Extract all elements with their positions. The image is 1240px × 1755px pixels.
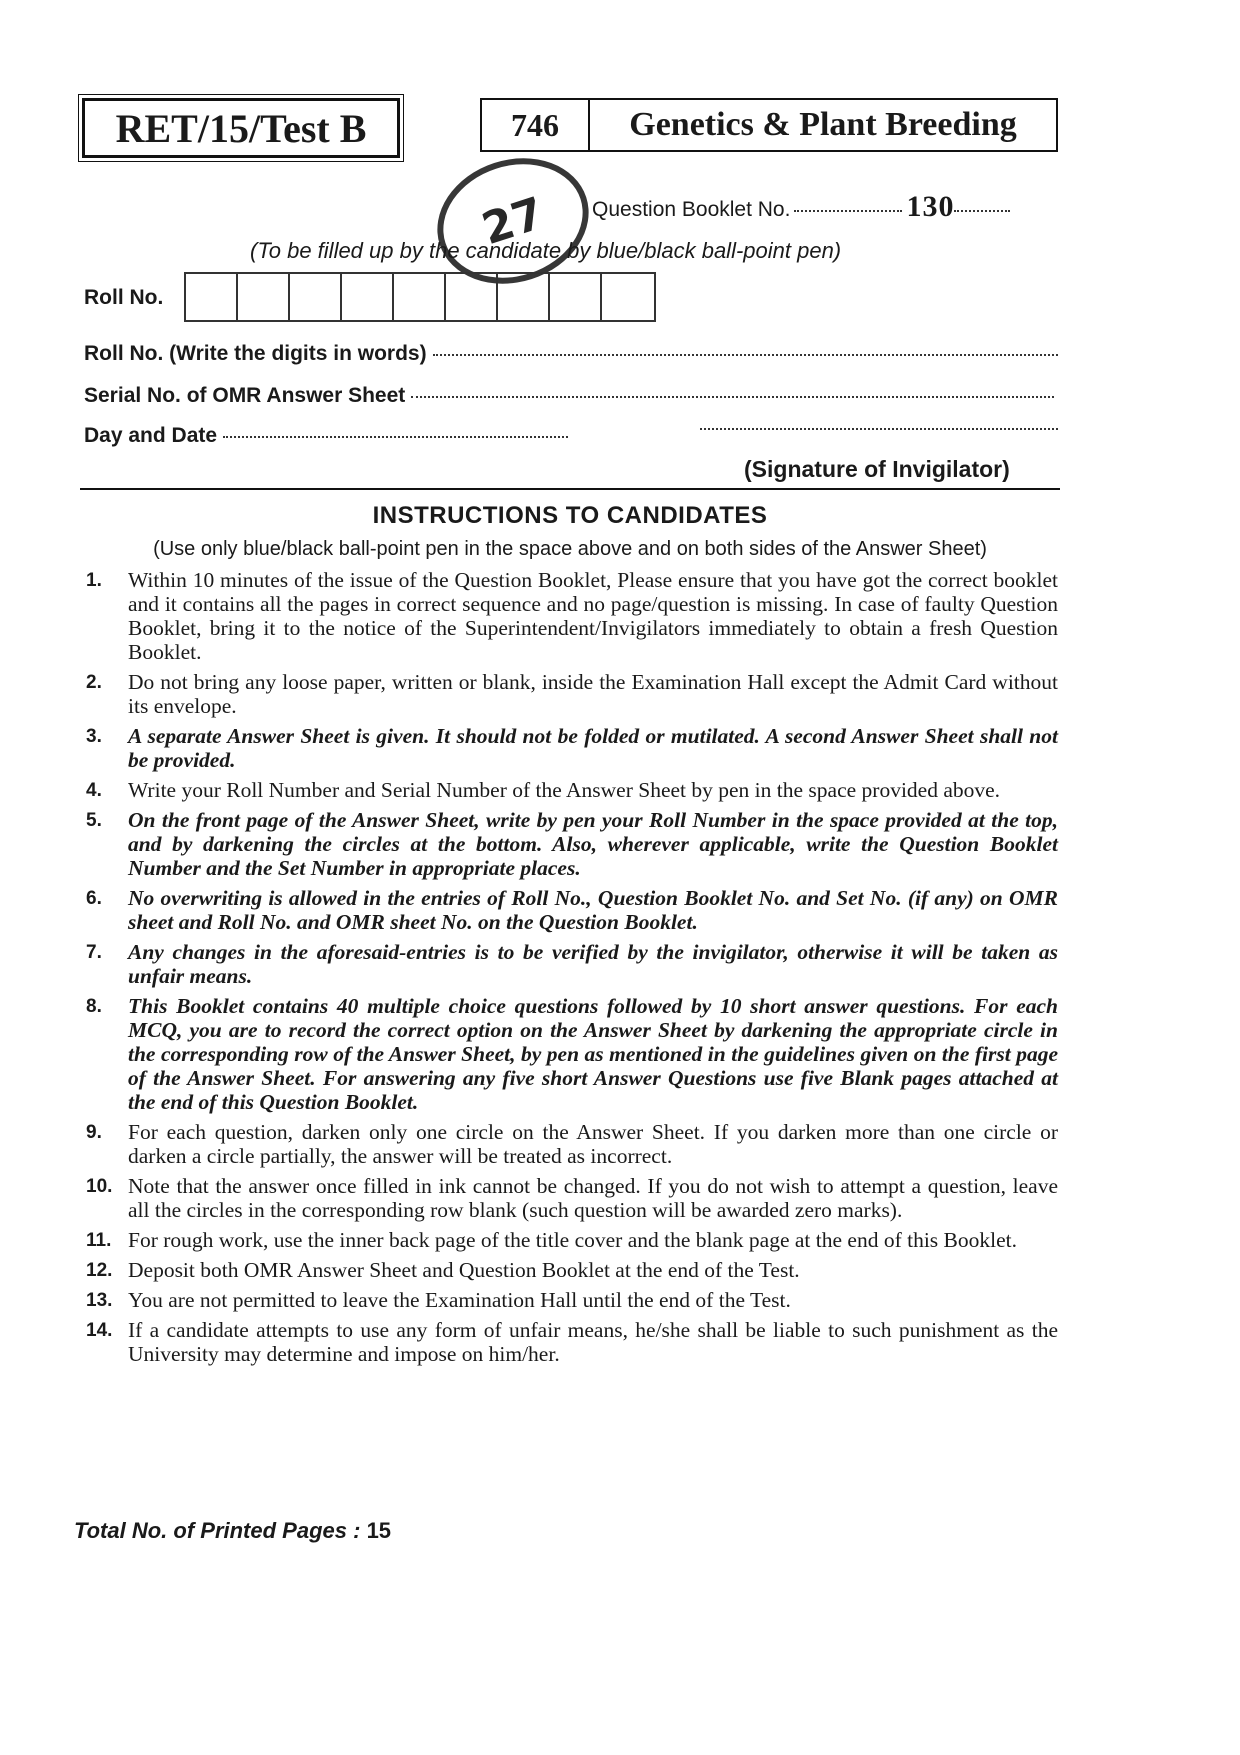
omr-serial-blank[interactable] bbox=[411, 396, 1054, 398]
list-item bbox=[86, 568, 1058, 664]
item-text: If a candidate attempts to use any form of unfair means, he/she shall be liable to such punishment as the University may determine and impose on him/her. bbox=[128, 1318, 1058, 1366]
item-text: For each question, darken only one circle on the Answer Sheet. If you darken more than one circle or darken a circle partially, the answer will be treated as incorrect. bbox=[128, 1120, 1058, 1168]
omr-serial-label: Serial No. of OMR Answer Sheet bbox=[84, 384, 406, 407]
item-number: 11. bbox=[86, 1230, 112, 1251]
roll-digit-cell[interactable] bbox=[550, 274, 602, 320]
subject-code: 746 bbox=[482, 100, 590, 150]
item-text: Deposit both OMR Answer Sheet and Question Booklet at the end of the Test. bbox=[128, 1258, 800, 1282]
item-text: This Booklet contains 40 multiple choice questions followed by 10 short answer questions. For each MCQ, you are to record the correct option on the Answer Sheet by darkening the appropriate circle in the corresponding row of the Answer Sheet, by pen as mentioned in the guidelines given on the first page of the Answer Sheet. For answering any five short Answer Questions use five Blank pages attached at the end of this Question Booklet. bbox=[128, 994, 1058, 1114]
list-item bbox=[86, 1288, 1058, 1312]
item-number: 13. bbox=[86, 1290, 113, 1311]
item-number: 5. bbox=[86, 810, 102, 831]
roll-digit-cell[interactable] bbox=[602, 274, 654, 320]
instructions-list bbox=[86, 568, 1058, 1372]
dotted-leader bbox=[794, 210, 902, 212]
item-text: Within 10 minutes of the issue of the Question Booklet, Please ensure that you have got the correct booklet and it contains all the pages in correct sequence and no page/question is missing. In case of faulty Question Booklet, bring it to the notice of the Superintendent/Invigilators immediately to obtain a fresh Question Booklet. bbox=[128, 568, 1058, 664]
item-number: 1. bbox=[86, 570, 102, 591]
list-item bbox=[86, 724, 1058, 772]
list-item bbox=[86, 1174, 1058, 1222]
subject-name: Genetics & Plant Breeding bbox=[629, 106, 1017, 143]
day-date-label: Day and Date bbox=[84, 424, 218, 447]
printed-pages-label: Total No. of Printed Pages : bbox=[74, 1518, 361, 1543]
roll-digit-cell[interactable] bbox=[446, 274, 498, 320]
item-text: No overwriting is allowed in the entries of Roll No., Question Booklet No. and Set No. (if any) on OMR sheet and Roll No. and OMR sheet No. on the Question Booklet. bbox=[128, 886, 1058, 934]
item-text: On the front page of the Answer Sheet, write by pen your Roll Number in the space provided at the top, and by darkening the circles at the bottom. Also, wherever applicable, write the Question Booklet Number and the Set Number in appropriate places. bbox=[128, 808, 1058, 880]
divider bbox=[80, 488, 1060, 490]
list-item bbox=[86, 1258, 1058, 1282]
roll-words-blank[interactable] bbox=[433, 354, 1058, 356]
list-item bbox=[86, 1318, 1058, 1366]
item-text: For rough work, use the inner back page of the title cover and the blank page at the end of this Booklet. bbox=[128, 1228, 1018, 1252]
roll-no-grid[interactable] bbox=[184, 272, 656, 322]
list-item bbox=[86, 1120, 1058, 1168]
printed-pages-count: 15 bbox=[366, 1518, 392, 1543]
set-number-stamp: 27 bbox=[421, 139, 605, 303]
roll-words-label: Roll No. (Write the digits in words) bbox=[84, 342, 427, 365]
item-number: 10. bbox=[86, 1176, 113, 1197]
dotted-leader bbox=[954, 210, 1010, 212]
item-text: Do not bring any loose paper, written or blank, inside the Examination Hall except the Admit Card without its envelope. bbox=[128, 670, 1058, 718]
item-number: 2. bbox=[86, 672, 102, 693]
booklet-label: Question Booklet No. bbox=[592, 198, 791, 221]
roll-no-label: Roll No. bbox=[84, 286, 164, 309]
roll-digit-cell[interactable] bbox=[342, 274, 394, 320]
printed-pages-footer bbox=[74, 1518, 391, 1544]
list-item bbox=[86, 994, 1058, 1114]
item-number: 3. bbox=[86, 726, 102, 747]
item-number: 7. bbox=[86, 942, 102, 963]
roll-digit-cell[interactable] bbox=[186, 274, 238, 320]
list-item bbox=[86, 940, 1058, 988]
roll-digit-cell[interactable] bbox=[290, 274, 342, 320]
item-number: 8. bbox=[86, 996, 102, 1017]
roll-digit-cell[interactable] bbox=[498, 274, 550, 320]
test-code-box: RET/15/Test B bbox=[82, 98, 400, 158]
day-date-field[interactable] bbox=[84, 424, 568, 448]
day-date-blank[interactable] bbox=[223, 436, 568, 438]
subject-box bbox=[480, 98, 1058, 152]
fill-note: (To be filled up by the candidate by blue/black ball-point pen) bbox=[250, 238, 842, 263]
list-item bbox=[86, 1228, 1058, 1252]
item-number: 9. bbox=[86, 1122, 102, 1143]
list-item bbox=[86, 808, 1058, 880]
roll-digit-cell[interactable] bbox=[238, 274, 290, 320]
list-item bbox=[86, 778, 1058, 802]
omr-serial-field[interactable] bbox=[84, 384, 1054, 408]
item-text: You are not permitted to leave the Examination Hall until the end of the Test. bbox=[128, 1288, 791, 1312]
item-number: 4. bbox=[86, 780, 102, 801]
signature-label: (Signature of Invigilator) bbox=[744, 456, 1010, 482]
instructions-subtitle: (Use only blue/black ball-point pen in the space above and on both sides of the Answer Sheet) bbox=[153, 538, 987, 560]
booklet-number: 130 bbox=[906, 190, 955, 223]
instructions-title: INSTRUCTIONS TO CANDIDATES bbox=[372, 502, 768, 529]
list-item bbox=[86, 886, 1058, 934]
booklet-number-line bbox=[592, 190, 1010, 224]
item-number: 6. bbox=[86, 888, 102, 909]
item-number: 14. bbox=[86, 1320, 113, 1341]
item-text: A separate Answer Sheet is given. It should not be folded or mutilated. A second Answer Sheet shall not be provided. bbox=[128, 724, 1058, 772]
item-number: 12. bbox=[86, 1260, 113, 1281]
roll-words-field[interactable] bbox=[84, 342, 1058, 366]
roll-digit-cell[interactable] bbox=[394, 274, 446, 320]
list-item bbox=[86, 670, 1058, 718]
signature-blank[interactable] bbox=[700, 428, 1058, 430]
item-text: Any changes in the aforesaid-entries is to be verified by the invigilator, otherwise it will be taken as unfair means. bbox=[128, 940, 1058, 988]
item-text: Note that the answer once filled in ink cannot be changed. If you do not wish to attempt a question, leave all the circles in the corresponding row blank (such question will be awarded zero marks). bbox=[128, 1174, 1058, 1222]
item-text: Write your Roll Number and Serial Number of the Answer Sheet by pen in the space provided above. bbox=[128, 778, 1001, 802]
